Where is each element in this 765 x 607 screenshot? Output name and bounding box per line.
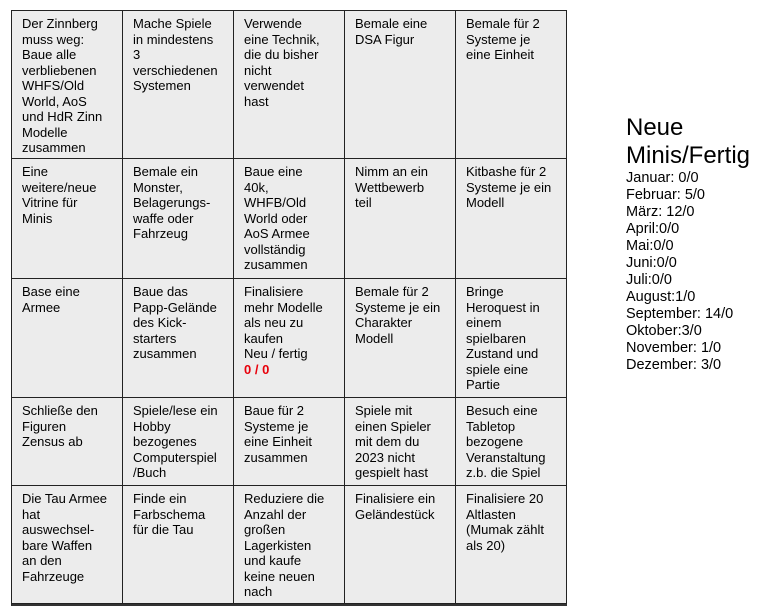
month-entry: Oktober:3/0 (626, 323, 702, 339)
bingo-cell-text: Die Tau Armee hat auswechsel- bare Waffen an den Fahrzeuge (22, 491, 108, 584)
bingo-cell (234, 486, 345, 604)
bingo-cell (12, 11, 123, 159)
bingo-cell (123, 398, 234, 486)
bingo-cell (345, 11, 456, 159)
bingo-cell (12, 279, 123, 398)
month-entry: August:1/0 (626, 289, 696, 305)
bingo-cell-text: Finalisiere mehr Modelle als neu zu kaufen Neu / fertig (244, 284, 323, 361)
bingo-cell-text: Bemale für 2 Systeme je eine Einheit (466, 16, 540, 62)
bingo-cell-text: Finalisiere ein Geländestück (355, 491, 436, 522)
bingo-cell-text: Baue das Papp-Gelände des Kick- starters zusammen (133, 284, 217, 361)
month-entry: November: 1/0 (626, 340, 722, 356)
bingo-cell-text: Verwende eine Technik, die du bisher nicht verwendet hast (244, 16, 320, 109)
bingo-cell (12, 398, 123, 486)
bingo-cell-text: Nimm an ein Wettbewerb teil (355, 164, 428, 210)
bingo-cell (456, 279, 567, 398)
bingo-cell-text: Spiele/lese ein Hobby bezogenes Computerspiel /Buch (133, 403, 218, 480)
bingo-cell-text: Bringe Heroquest in einem spielbaren Zustand und spiele eine Partie (466, 284, 540, 392)
bingo-cell-text: Eine weitere/neue Vitrine für Minis (22, 164, 97, 226)
bingo-cell-text: Baue für 2 Systeme je eine Einheit zusammen (244, 403, 312, 465)
month-entry: März: 12/0 (626, 204, 695, 220)
bingo-cell (12, 159, 123, 279)
bingo-grid (11, 10, 567, 606)
bingo-cell-text: Spiele mit einen Spieler mit dem du 2023 nicht gespielt hast (355, 403, 431, 480)
bingo-cell-text: Bemale für 2 Systeme je ein Charakter Modell (355, 284, 441, 346)
bingo-cell-text: Mache Spiele in mindestens 3 verschiedenen Systemen (133, 16, 218, 93)
bingo-cell (234, 11, 345, 159)
bingo-cell (345, 398, 456, 486)
bingo-cell-text: Baue eine 40k, WHFB/Old World oder AoS Armee vollständig zusammen (244, 164, 310, 272)
bingo-cell (456, 11, 567, 159)
bingo-cell (456, 398, 567, 486)
bingo-cell (456, 159, 567, 279)
month-entry: April:0/0 (626, 221, 680, 237)
bingo-cell-text: Finalisiere 20 Altlasten (Mumak zählt als 20) (466, 491, 545, 553)
bingo-cell (123, 159, 234, 279)
bingo-cell (234, 279, 345, 398)
bingo-cell (234, 159, 345, 279)
bingo-cell-text: Reduziere die Anzahl der großen Lagerkisten und kaufe keine neuen nach (244, 491, 325, 599)
bingo-cell-text: Besuch eine Tabletop bezogene Veranstaltung z.b. die Spiel (466, 403, 546, 480)
bingo-cell (12, 486, 123, 604)
bingo-cell (123, 279, 234, 398)
month-entry: Juni:0/0 (626, 255, 677, 271)
bingo-cell-text: Base eine Armee (22, 284, 80, 315)
bingo-cell (345, 159, 456, 279)
bingo-cell (456, 486, 567, 604)
bingo-cell-text: Der Zinnberg muss weg: Baue alle verbliebenen WHFS/Old World, AoS und HdR Zinn Modelle zusammen (22, 16, 103, 155)
month-entry: Mai:0/0 (626, 238, 674, 254)
bingo-cell (123, 486, 234, 604)
month-entry: Dezember: 3/0 (626, 357, 722, 373)
bingo-cell (234, 398, 345, 486)
bingo-cell-text: Bemale ein Monster, Belagerungs- waffe oder Fahrzeug (133, 164, 211, 241)
bingo-cell (345, 486, 456, 604)
month-entry: Juli:0/0 (626, 272, 672, 288)
bingo-cell (345, 279, 456, 398)
bingo-cell-text: Kitbashe für 2 Systeme je ein Modell (466, 164, 552, 210)
bingo-cell-text: Schließe den Figuren Zensus ab (22, 403, 98, 449)
monthly-tracker (626, 114, 750, 374)
month-list (626, 170, 750, 374)
month-entry: Februar: 5/0 (626, 187, 705, 203)
tracker-title: Neue Minis/Fertig (626, 114, 751, 169)
bingo-cell-text: Finde ein Farbschema für die Tau (133, 491, 206, 537)
bingo-cell (123, 11, 234, 159)
progress-counter: 0 / 0 (244, 361, 270, 377)
bingo-cell-text: Bemale eine DSA Figur (355, 16, 428, 47)
month-entry: Januar: 0/0 (626, 170, 699, 186)
month-entry: September: 14/0 (626, 306, 734, 322)
